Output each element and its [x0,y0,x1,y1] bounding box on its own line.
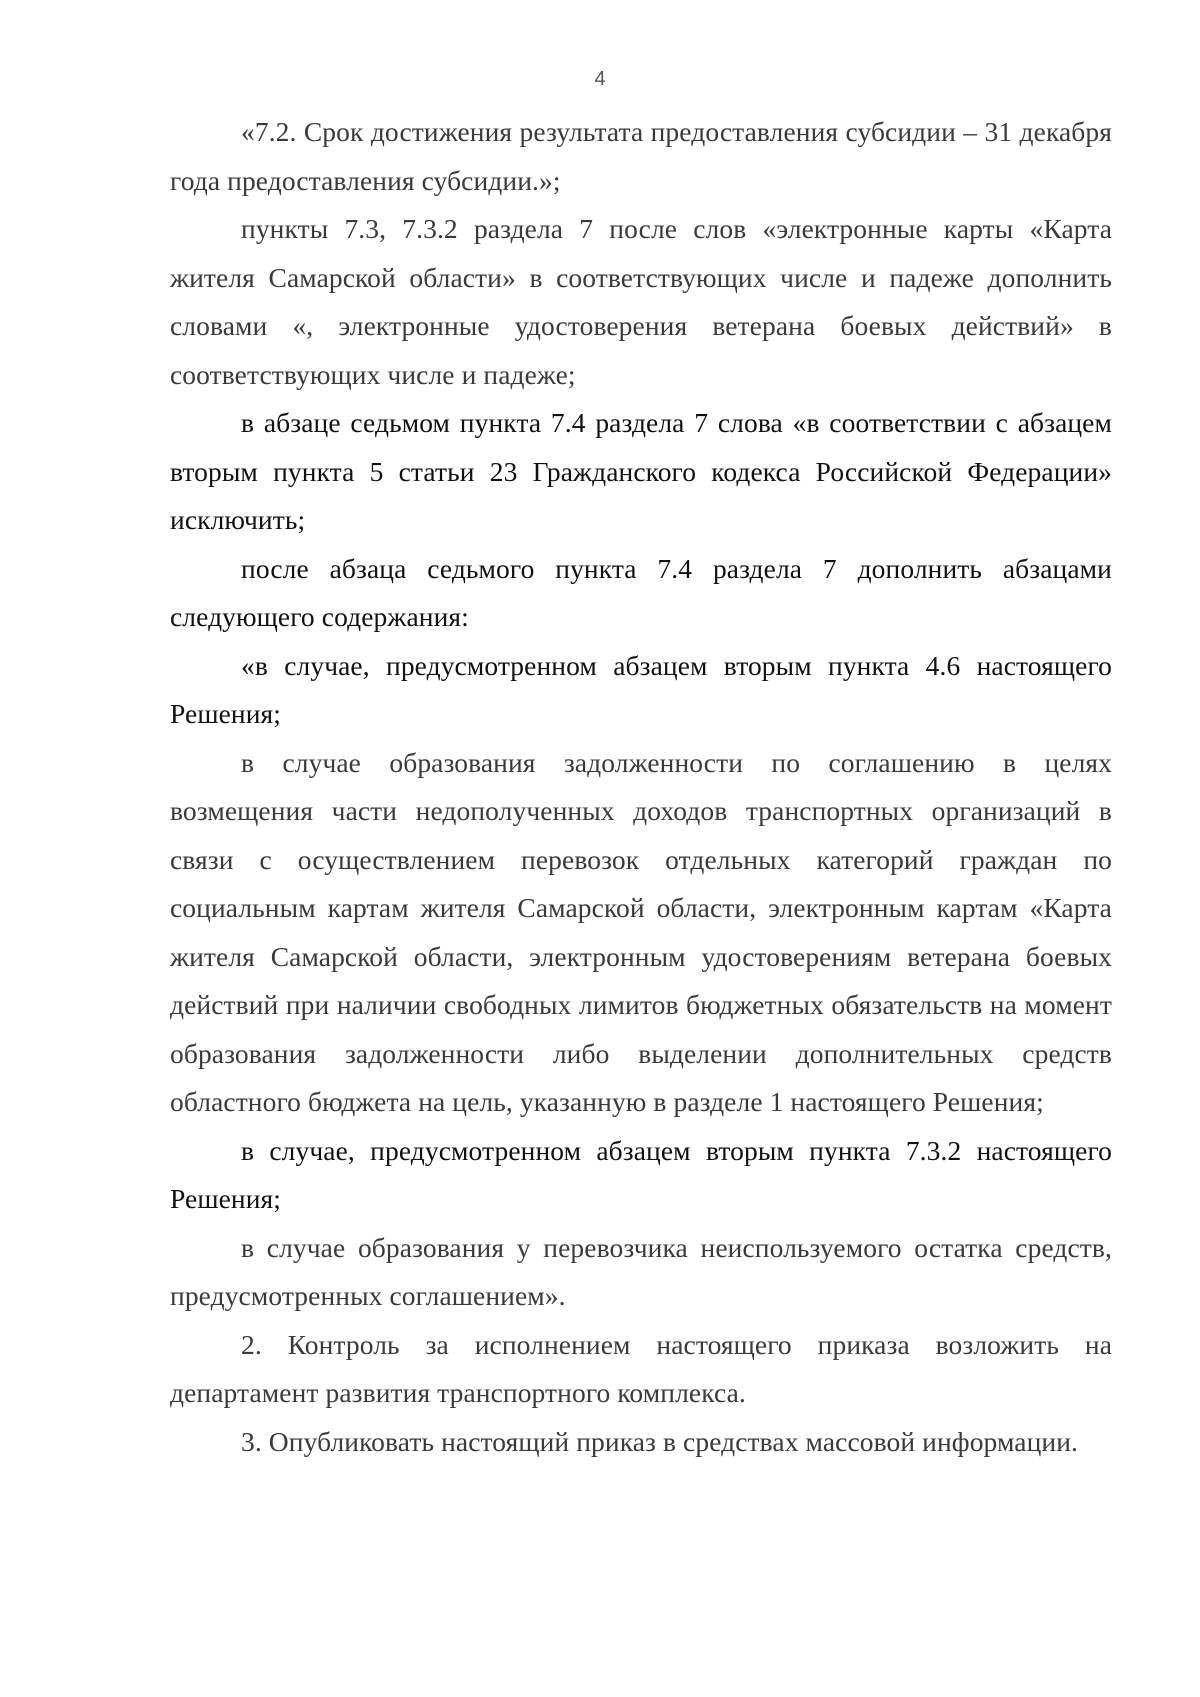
paragraph-7-4-exclusion: в абзаце седьмом пункта 7.4 раздела 7 слова «в соответствии с абзацем вторым пункта 5 статьи 23 Гражданского кодекса Российской Федерации» исключить; [170,407,1112,535]
paragraph-7-3-amendment: пункты 7.3, 7.3.2 раздела 7 после слов «электронные карты «Карта жителя Самарской области» в соответствующих числе и падеже дополнить словами «, электронные удостоверения ветерана боевых действий» в соответствующих числе и падеже; [170,213,1112,390]
paragraph-case-7-3-2: в случае, предусмотренном абзацем вторым пункта 7.3.2 настоящего Решения; [170,1134,1112,1214]
page-number: 4 [594,68,606,90]
paragraph-case-unused-funds: в случае образования у перевозчика неиспользуемого остатка средств, предусмотренных соглашением». [170,1231,1112,1311]
paragraph-7-2-deadline: «7.2. Срок достижения результата предоставления субсидии – 31 декабря года предоставления субсидии.»; [170,116,1112,196]
paragraph-7-4-addition: после абзаца седьмого пункта 7.4 раздела 7 дополнить абзацами следующего содержания: [170,552,1112,632]
paragraph-publish: 3. Опубликовать настоящий приказ в средствах массовой информации. [241,1425,1079,1457]
paragraph-case-debt: в случае образования задолженности по соглашению в целях возмещения части недополученных доходов транспортных организаций в связи с осуществлением перевозок отдельных категорий граждан по социальным картам жителя Самарской области, электронным картам «Карта жителя Самарской области, электронным удостоверениям ветерана боевых действий при наличии свободных лимитов бюджетных обязательств на момент образования задолженности либо выделении дополнительных средств областного бюджета на цель, указанную в разделе 1 настоящего Решения; [170,746,1112,1117]
paragraph-case-4-6: «в случае, предусмотренном абзацем вторым пункта 4.6 настоящего Решения; [170,649,1112,729]
paragraph-control: 2. Контроль за исполнением настоящего приказа возложить на департамент развития транспортного комплекса. [170,1328,1112,1408]
document-body [170,108,1112,1466]
